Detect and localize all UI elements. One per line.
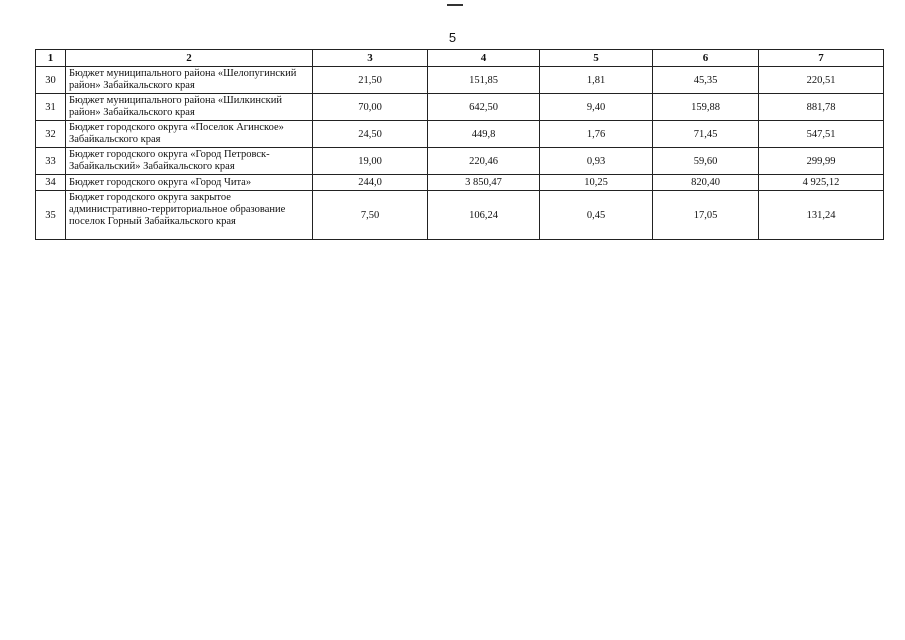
table-row: [36, 175, 884, 191]
col-header-5: 5: [540, 50, 653, 67]
cell-col-7: 547,51: [759, 121, 884, 148]
page-number: 5: [448, 30, 457, 45]
cell-col-3: 19,00: [313, 148, 428, 175]
cell-col-5: 0,45: [540, 191, 653, 240]
col-header-6: 6: [653, 50, 759, 67]
cell-col-3: 7,50: [313, 191, 428, 240]
cell-col-4: 3 850,47: [428, 175, 540, 191]
cell-col-3: 24,50: [313, 121, 428, 148]
cell-col-5: 9,40: [540, 94, 653, 121]
budget-name: Бюджет городского округа «Город Петровск-Забайкальский» Забайкальского края: [66, 148, 313, 175]
budget-name: Бюджет муниципального района «Шилкинский район» Забайкальского края: [66, 94, 313, 121]
col-header-2: 2: [66, 50, 313, 67]
cell-col-7: 881,78: [759, 94, 884, 121]
cell-col-4: 449,8: [428, 121, 540, 148]
cell-col-3: 244,0: [313, 175, 428, 191]
cell-col-3: 21,50: [313, 67, 428, 94]
header-row: [36, 50, 884, 67]
table-row: [36, 191, 884, 240]
row-number: 33: [36, 148, 66, 175]
cell-col-4: 220,46: [428, 148, 540, 175]
cell-col-7: 299,99: [759, 148, 884, 175]
cell-col-6: 45,35: [653, 67, 759, 94]
cell-col-4: 151,85: [428, 67, 540, 94]
cell-col-3: 70,00: [313, 94, 428, 121]
row-number: 31: [36, 94, 66, 121]
top-mark: [447, 4, 463, 6]
cell-col-5: 1,76: [540, 121, 653, 148]
table-row: [36, 148, 884, 175]
cell-col-5: 10,25: [540, 175, 653, 191]
budget-name: Бюджет городского округа «Поселок Агинское» Забайкальского края: [66, 121, 313, 148]
table-row: [36, 94, 884, 121]
table-row: [36, 121, 884, 148]
row-number: 30: [36, 67, 66, 94]
table-row: [36, 67, 884, 94]
row-number: 32: [36, 121, 66, 148]
cell-col-6: 71,45: [653, 121, 759, 148]
col-header-1: 1: [36, 50, 66, 67]
cell-col-7: 131,24: [759, 191, 884, 240]
col-header-3: 3: [313, 50, 428, 67]
row-number: 34: [36, 175, 66, 191]
cell-col-7: 220,51: [759, 67, 884, 94]
cell-col-7: 4 925,12: [759, 175, 884, 191]
budget-name: Бюджет муниципального района «Шелопугинский район» Забайкальского края: [66, 67, 313, 94]
row-number: 35: [36, 191, 66, 240]
cell-col-4: 642,50: [428, 94, 540, 121]
budget-name: Бюджет городского округа закрытое административно-территориальное образование поселок Горный Забайкальского края: [66, 191, 313, 240]
cell-col-5: 0,93: [540, 148, 653, 175]
cell-col-6: 159,88: [653, 94, 759, 121]
cell-col-6: 820,40: [653, 175, 759, 191]
budget-name: Бюджет городского округа «Город Чита»: [66, 175, 313, 191]
cell-col-5: 1,81: [540, 67, 653, 94]
col-header-4: 4: [428, 50, 540, 67]
col-header-7: 7: [759, 50, 884, 67]
cell-col-6: 59,60: [653, 148, 759, 175]
cell-col-4: 106,24: [428, 191, 540, 240]
budget-table: [35, 49, 884, 240]
cell-col-6: 17,05: [653, 191, 759, 240]
